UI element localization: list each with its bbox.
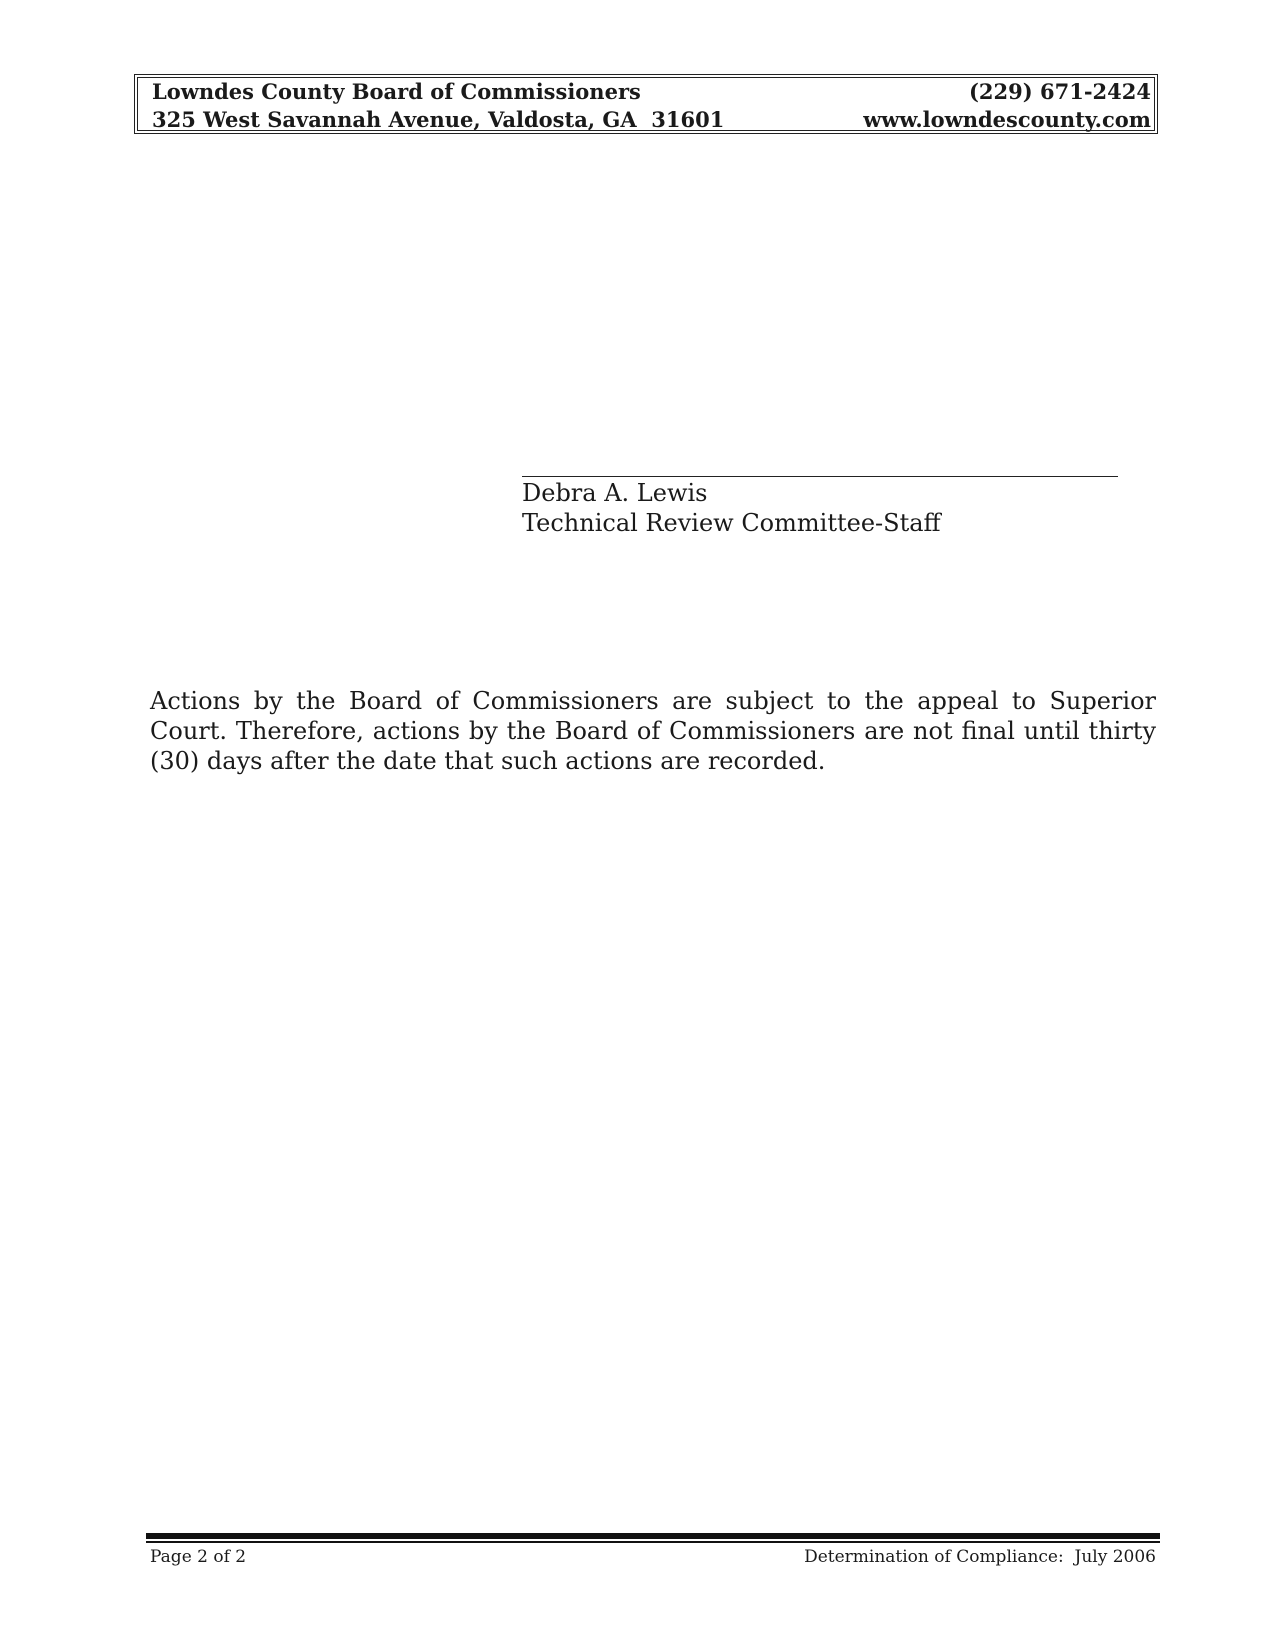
letterhead-row-1 xyxy=(138,78,1154,106)
appeal-notice: Actions by the Board of Commissioners are subject to the appeal to Superior Court. Therefore, actions by the Board of Commissioners are not final until thirty (30) days after the date that such actions are recorded. xyxy=(150,687,1156,775)
website: www.lowndescounty.com xyxy=(863,107,1151,132)
document-title: Determination of Compliance: July 2006 xyxy=(804,1547,1156,1567)
org-name: Lowndes County Board of Commissioners xyxy=(152,79,641,104)
page-footer xyxy=(150,1545,1156,1569)
letterhead xyxy=(134,74,1158,134)
signature-line xyxy=(522,476,1118,477)
footer-rule-thin xyxy=(146,1541,1160,1543)
signer-name: Debra A. Lewis xyxy=(522,479,708,507)
phone-number: (229) 671-2424 xyxy=(968,79,1151,104)
address: 325 West Savannah Avenue, Valdosta, GA 31601 xyxy=(152,107,725,132)
footer-rule-thick xyxy=(146,1533,1160,1539)
signature-block xyxy=(522,478,941,538)
page-number: Page 2 of 2 xyxy=(150,1547,247,1567)
signer-title: Technical Review Committee-Staff xyxy=(522,509,941,537)
letterhead-row-2 xyxy=(138,106,1154,134)
